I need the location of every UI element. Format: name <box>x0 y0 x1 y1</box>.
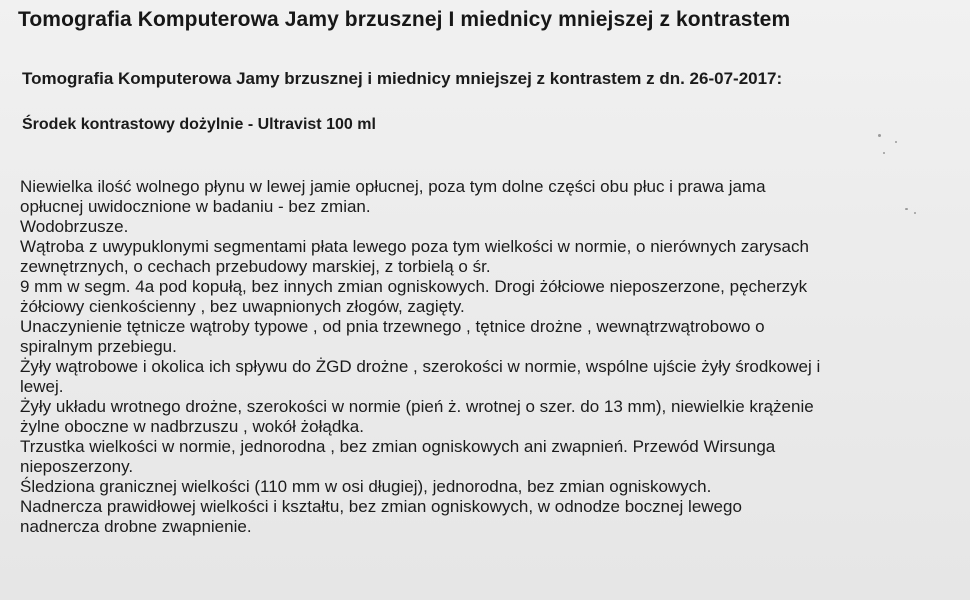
report-line: zewnętrznych, o cechach przebudowy marskiej, z torbielą o śr. <box>20 257 491 276</box>
report-body <box>20 177 965 537</box>
report-line: Trzustka wielkości w normie, jednorodna , bez zmian ogniskowych ani zwapnień. Przewód Wirsunga <box>20 437 776 456</box>
document-title: Tomografia Komputerowa Jamy brzusznej I miednicy mniejszej z kontrastem <box>18 8 791 31</box>
report-line: Wątroba z uwypuklonymi segmentami płata lewego poza tym wielkości w normie, o nierównych zarysach <box>20 237 809 256</box>
report-line: Śledziona granicznej wielkości (110 mm w osi długiej), jednorodna, bez zmian ogniskowych. <box>20 477 712 496</box>
scan-speck <box>895 141 897 143</box>
report-line: Żyły wątrobowe i okolica ich spływu do ŻGD drożne , szerokości w normie, wspólne ujście żyły środkowej i <box>20 357 821 376</box>
scan-speck <box>878 134 881 137</box>
report-line: nieposzerzony. <box>20 457 134 476</box>
scan-speck <box>905 208 908 210</box>
contrast-agent-line: Środek kontrastowy dożylnie - Ultravist 100 ml <box>22 116 376 133</box>
report-line: Wodobrzusze. <box>20 217 129 236</box>
report-line: nadnercza drobne zwapnienie. <box>20 517 252 536</box>
report-line: opłucnej uwidocznione w badaniu - bez zmian. <box>20 197 371 216</box>
report-line: żylne oboczne w nadbrzuszu , wokół żołądka. <box>20 417 364 436</box>
scan-speck <box>883 152 885 154</box>
report-line: lewej. <box>20 377 64 396</box>
scan-speck <box>914 212 916 214</box>
report-line: Niewielka ilość wolnego płynu w lewej jamie opłucnej, poza tym dolne części obu płuc i prawa jama <box>20 177 766 196</box>
report-line: spiralnym przebiegu. <box>20 337 177 356</box>
report-line: 9 mm w segm. 4a pod kopułą, bez innych zmian ogniskowych. Drogi żółciowe nieposzerzone, pęcherzyk <box>20 277 808 296</box>
report-line: żółciowy cienkościenny , bez uwapnionych złogów, zagięty. <box>20 297 465 316</box>
report-line: Unaczynienie tętnicze wątroby typowe , od pnia trzewnego , tętnice drożne , wewnątrzwątrobowo o <box>20 317 765 336</box>
report-line: Żyły układu wrotnego drożne, szerokości w normie (pień ż. wrotnej o szer. do 13 mm), niewielkie krążenie <box>20 397 814 416</box>
exam-subtitle: Tomografia Komputerowa Jamy brzusznej i miednicy mniejszej z kontrastem z dn. 26-07-2017: <box>22 69 783 88</box>
report-line: Nadnercza prawidłowej wielkości i kształtu, bez zmian ogniskowych, w odnodze bocznej lewego <box>20 497 742 516</box>
